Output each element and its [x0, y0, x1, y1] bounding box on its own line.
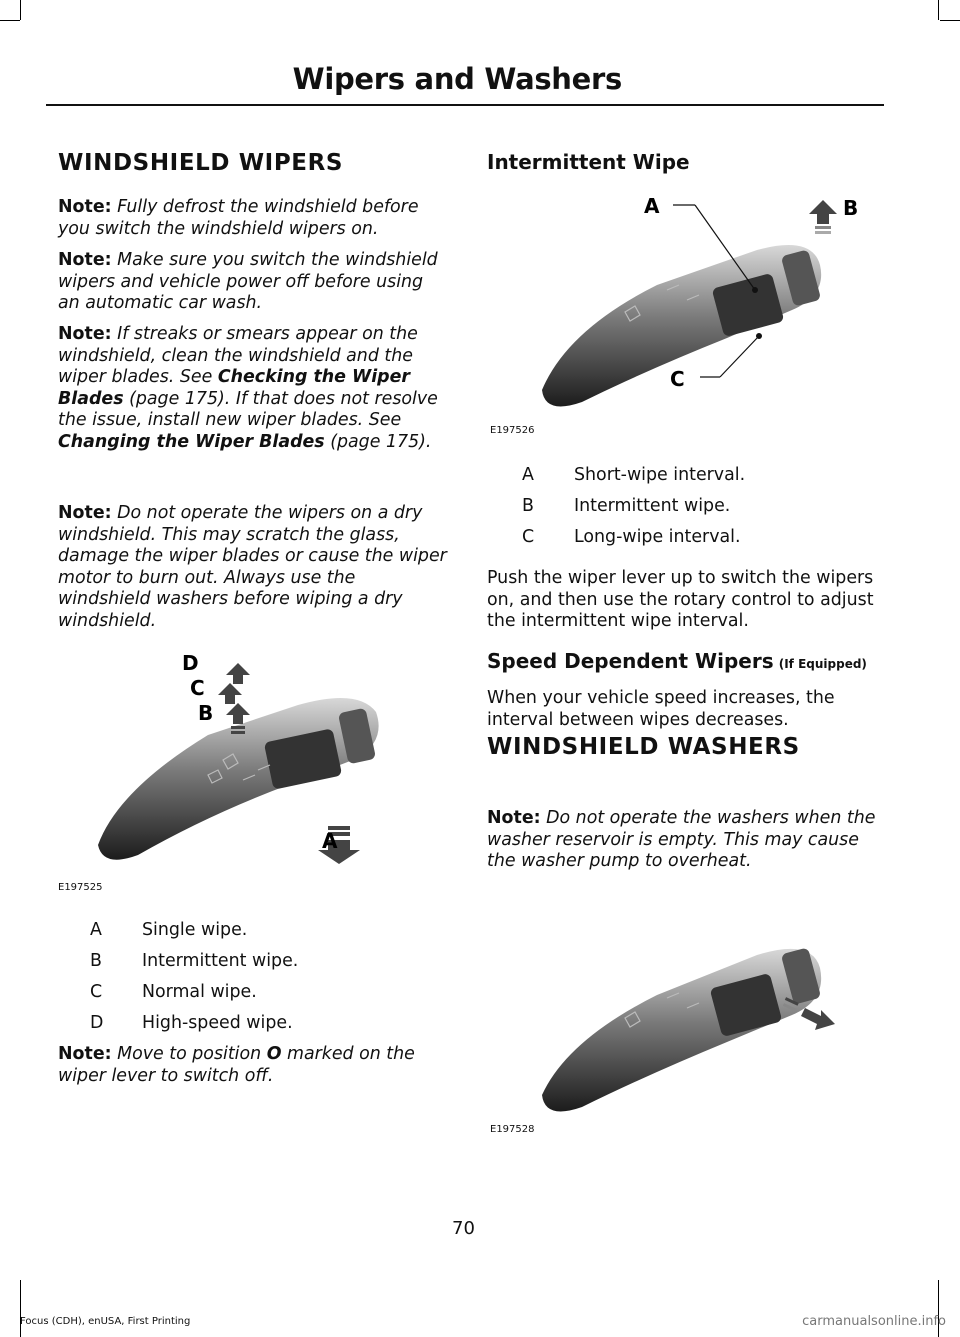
figure-label-b: B	[198, 701, 214, 725]
figure-label-d: D	[182, 651, 199, 675]
edition-info: Focus (CDH), enUSA, First Printing	[20, 1316, 191, 1327]
note-text: Do not operate the wipers on a dry windshield. This may scratch the glass, damage the wiper blades or cause the wiper motor to burn out. Always use the windshield washers before wiping a dry windshield.	[58, 503, 447, 631]
crop-mark	[20, 1280, 21, 1337]
legend-key: C	[522, 527, 535, 547]
note-label: Note:	[58, 1044, 112, 1064]
paragraph-intermittent: Push the wiper lever up to switch the wipers on, and then use the rotary control to adjust the intermittent wipe interval.	[487, 568, 874, 631]
figure-code: E197525	[58, 882, 103, 893]
legend-value: Intermittent wipe.	[142, 951, 299, 971]
legend-key: C	[90, 982, 103, 1002]
note-text: Do not operate the washers when the washer reservoir is empty. This may cause the washer pump to overheat.	[487, 808, 876, 871]
page-header-title: Wipers and Washers	[292, 62, 622, 96]
note-label: Note:	[58, 324, 112, 344]
note-dry-windshield	[58, 503, 450, 632]
note-defrost	[58, 197, 450, 240]
crop-mark	[20, 0, 21, 20]
figure-code: E197528	[490, 1124, 535, 1135]
if-equipped-tag: (If Equipped)	[778, 657, 867, 671]
legend-value: Short-wipe interval.	[574, 465, 746, 485]
figure-label-b: B	[843, 196, 859, 220]
note-text: If streaks or smears appear on the windshield, clean the windshield and the wiper blades. See	[58, 324, 418, 387]
note-switch-off	[58, 1044, 450, 1087]
figure-intermittent-wipe	[487, 190, 877, 420]
legend-value: Normal wipe.	[142, 982, 257, 1002]
legend-value: Intermittent wipe.	[574, 496, 731, 516]
figure-label-a: A	[644, 194, 660, 218]
cross-reference-link[interactable]: Changing the Wiper Blades	[58, 431, 325, 452]
subheading-speed-dependent	[487, 649, 867, 673]
header-divider	[46, 104, 884, 106]
note-text: Move to position	[117, 1044, 262, 1064]
legend-key: B	[522, 496, 534, 516]
speed-heading-text: Speed Dependent Wipers	[487, 649, 774, 673]
legend-value: Single wipe.	[142, 920, 248, 940]
section-heading-windshield-wipers: WINDSHIELD WIPERS	[58, 150, 344, 176]
figure-code: E197526	[490, 425, 535, 436]
legend-key: B	[90, 951, 102, 971]
figure-wiper-lever-positions	[58, 640, 450, 895]
figure-washer-lever	[487, 920, 877, 1120]
subheading-intermittent-wipe: Intermittent Wipe	[487, 150, 690, 174]
legend-value: Long-wipe interval.	[574, 527, 741, 547]
position-o: O	[266, 1044, 282, 1064]
figure-label-a: A	[322, 829, 338, 853]
note-text: Fully defrost the windshield before you switch the windshield wipers on.	[58, 197, 419, 239]
note-text: Make sure you switch the windshield wipers and vehicle power off before using an automatic car wash.	[58, 250, 438, 313]
page-number: 70	[452, 1218, 475, 1239]
legend-key: D	[90, 1013, 104, 1033]
note-streaks	[58, 324, 450, 453]
section-heading-windshield-washers: WINDSHIELD WASHERS	[487, 734, 800, 760]
note-text: If that does not resolve the issue, install new wiper blades. See	[58, 388, 438, 430]
note-label: Note:	[58, 197, 112, 217]
washer-lever-illustration	[487, 920, 877, 1120]
crop-mark	[0, 20, 20, 21]
note-washer-reservoir	[487, 808, 877, 873]
figure-label-c: C	[190, 676, 205, 700]
crop-mark	[940, 20, 960, 21]
cross-reference-link[interactable]: Checking the Wiper Blades	[58, 367, 410, 409]
note-label: Note:	[58, 250, 112, 270]
wiper-lever-rotary-illustration	[487, 190, 877, 420]
note-label: Note:	[58, 503, 112, 523]
watermark: carmanualsonline.info	[802, 1314, 946, 1329]
note-car-wash	[58, 250, 450, 315]
wiper-lever-illustration	[58, 640, 450, 895]
note-label: Note:	[487, 808, 541, 828]
figure-label-c: C	[670, 367, 685, 391]
crop-mark	[938, 0, 939, 20]
page-reference: (page 175).	[129, 388, 231, 409]
legend-key: A	[522, 465, 534, 485]
legend-value: High-speed wipe.	[142, 1013, 293, 1033]
page-reference: (page 175).	[330, 431, 432, 452]
legend-key: A	[90, 920, 102, 940]
note-text: marked on the wiper lever to switch off.	[58, 1044, 415, 1086]
paragraph-speed-dependent: When your vehicle speed increases, the interval between wipes decreases.	[487, 688, 835, 730]
